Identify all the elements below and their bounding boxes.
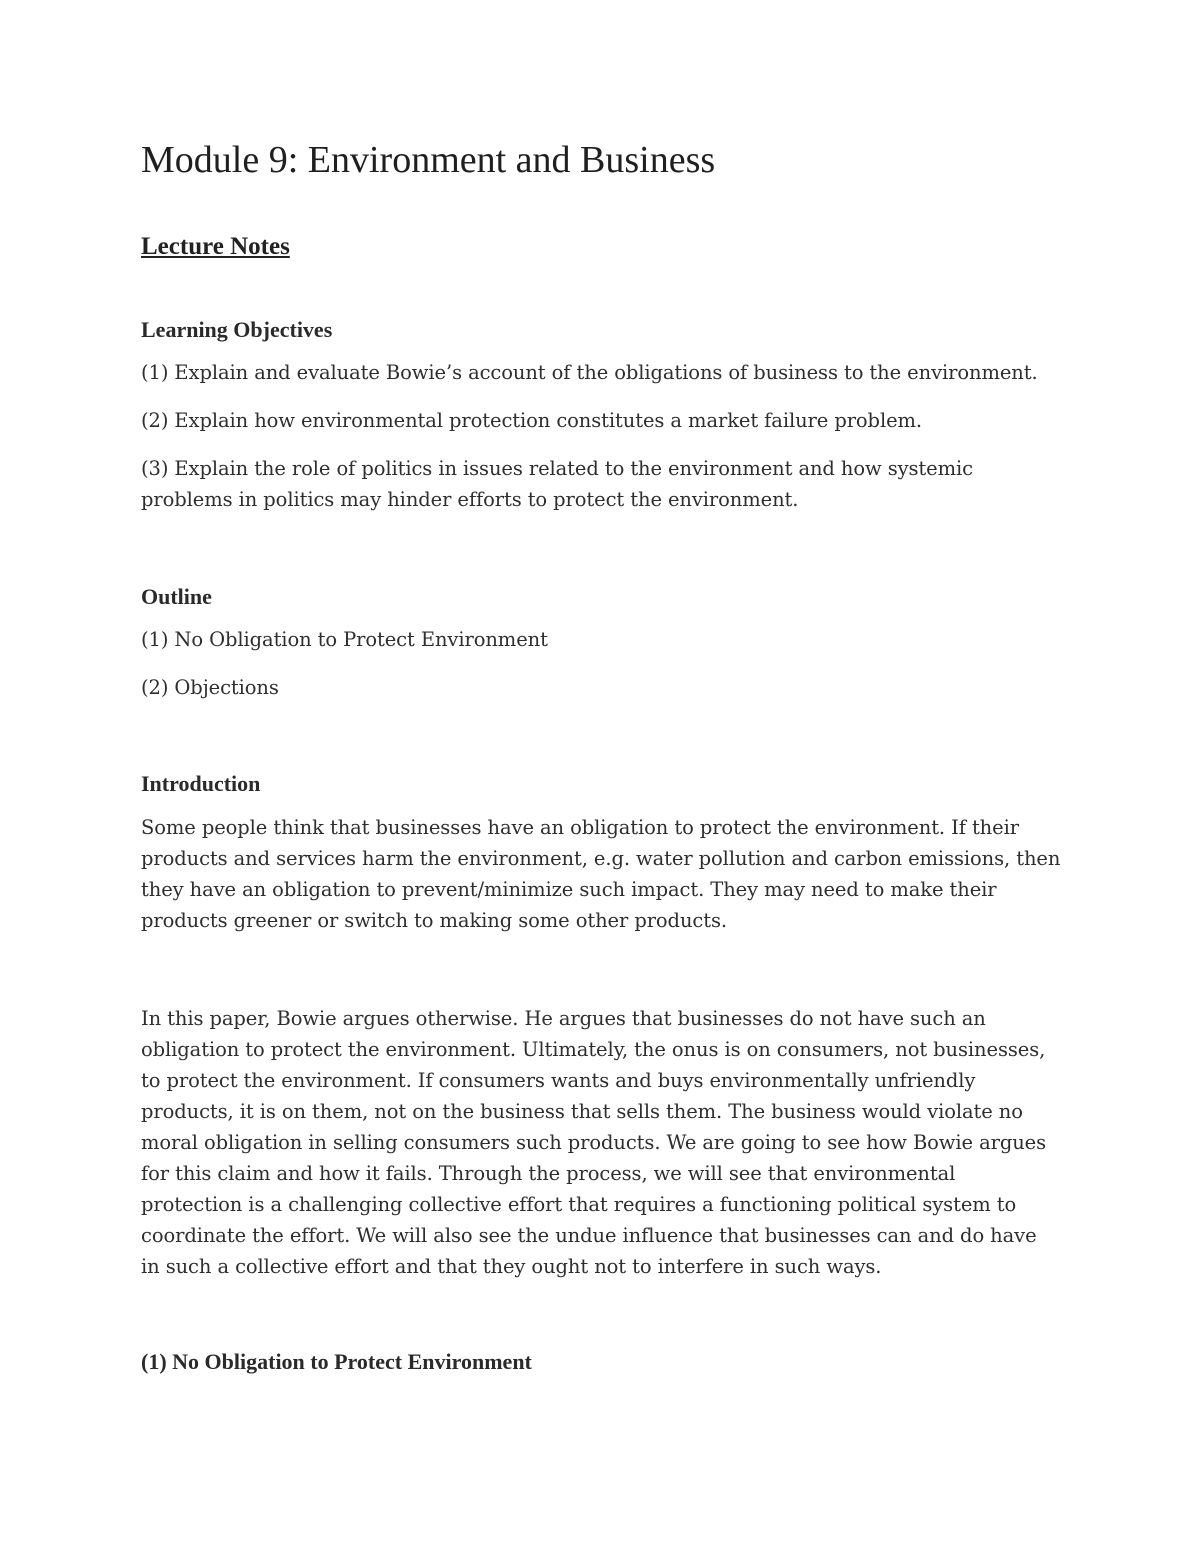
learning-objective-2: (2) Explain how environmental protection constitutes a market failure problem.: [141, 408, 923, 432]
learning-objectives-heading: Learning Objectives: [141, 316, 333, 342]
outline-heading: Outline: [141, 583, 212, 609]
lecture-notes-heading: Lecture Notes: [141, 232, 290, 260]
introduction-paragraph-2: In this paper, Bowie argues otherwise. He argues that businesses do not have such an obligation to protect the environment. Ultimately, the onus is on consumers, not businesses, to protect the environment. If consumers wants and buys environmentally unfriendly products, it is on them, not on the business that sells them. The business would violate no moral obligation in selling consumers such products. We are going to see how Bowie argues for this claim and how it fails. Through the process, we will see that environmental protection is a challenging collective effort that requires a functioning political system to coordinate the effort. We will also see the undue influence that businesses can and do have in such a collective effort and that they ought not to interfere in such ways.: [141, 1006, 1047, 1278]
introduction-heading: Introduction: [141, 771, 261, 797]
section-1-heading: (1) No Obligation to Protect Environment: [141, 1348, 532, 1374]
page-title: Module 9: Environment and Business: [141, 139, 716, 181]
outline-item-2: (2) Objections: [141, 676, 279, 700]
learning-objective-1: (1) Explain and evaluate Bowie’s account of the obligations of business to the environment.: [141, 360, 1038, 384]
outline-item-1: (1) No Obligation to Protect Environment: [141, 628, 548, 652]
document-content: [141, 138, 1061, 1375]
introduction-paragraph-1: Some people think that businesses have an obligation to protect the environment. If their products and services harm the environment, e.g. water pollution and carbon emissions, then they have an obligation to prevent/minimize such impact. They may need to make their products greener or switch to making some other products.: [141, 815, 1061, 932]
learning-objective-3: (3) Explain the role of politics in issues related to the environment and how systemic problems in politics may hinder efforts to protect the environment.: [141, 456, 973, 511]
